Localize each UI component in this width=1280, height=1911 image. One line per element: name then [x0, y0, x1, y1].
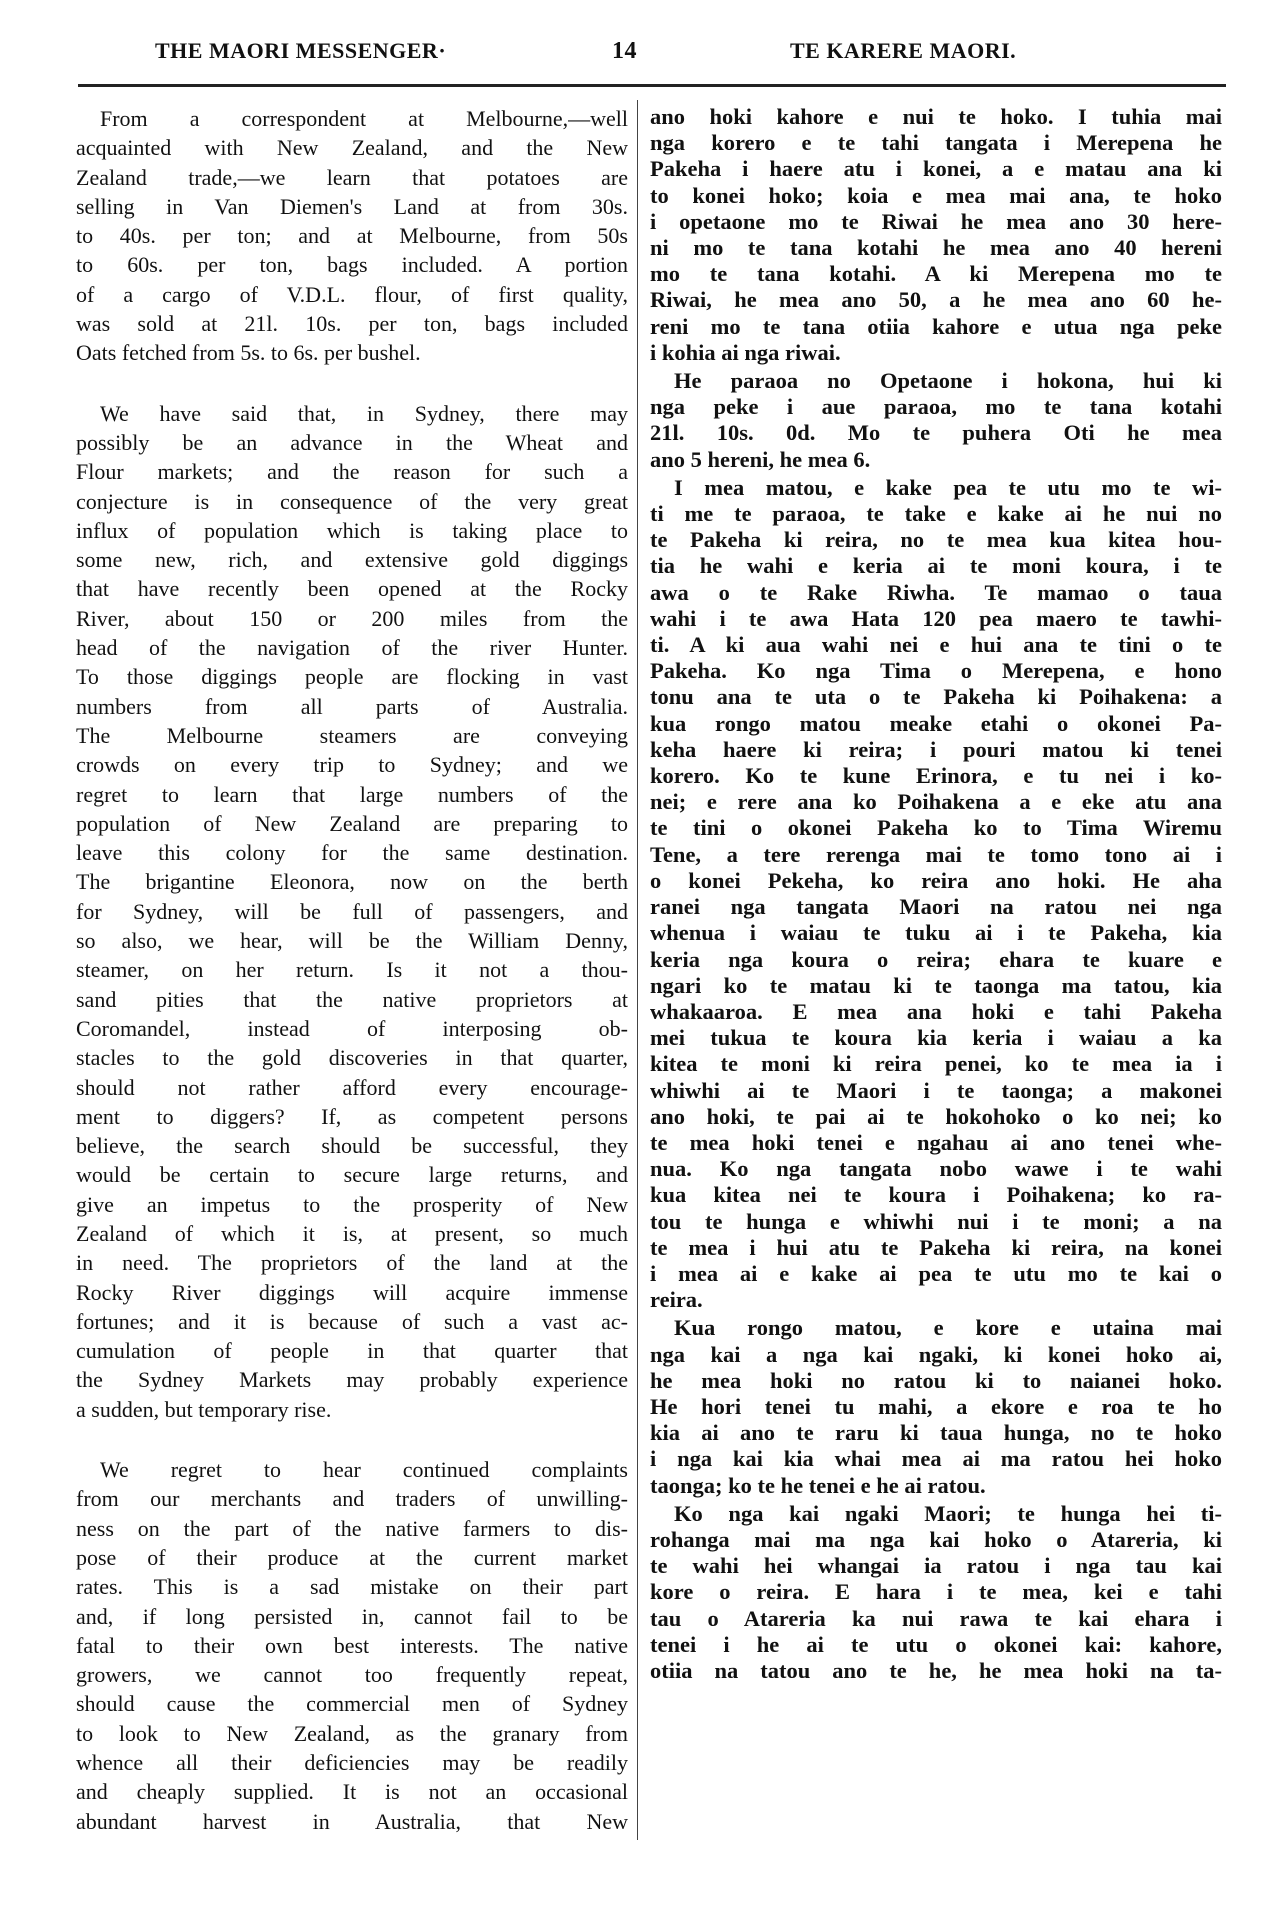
page-number: 14	[612, 38, 637, 64]
text-line: ni mo te tana kotahi he mea ano 40 hereni	[650, 235, 1222, 261]
text-line: reni mo te tana otiia kahore e utua nga peke	[650, 313, 1222, 339]
text-line: awa o te Rake Riwha. Te mamao o taua	[650, 579, 1222, 605]
masthead-maori-title: TE KARERE MAORI.	[790, 38, 1017, 63]
text-line: growers, we cannot too frequently repeat,	[76, 1662, 628, 1688]
text-line: would be certain to secure large returns, and	[76, 1162, 628, 1188]
text-line: i nga kai kia whai mea ai ma ratou hei hoko	[650, 1446, 1222, 1472]
text-line: Coromandel, instead of interposing ob-	[76, 1015, 628, 1041]
text-line: nga peke i aue paraoa, mo te tana kotahi	[650, 394, 1222, 420]
text-line: ano hoki, te pai ai te hokohoko o ko nei; ko	[650, 1103, 1222, 1129]
text-line: To those diggings people are flocking in vast	[76, 664, 628, 690]
text-line: tenei i he ai te utu o okonei kai: kahore,	[650, 1631, 1222, 1657]
text-line: reira.	[650, 1287, 703, 1313]
paragraph	[650, 104, 1222, 366]
text-line: influx of population which is taking place to	[76, 517, 628, 543]
masthead-english-title: THE MAORI MESSENGER·	[155, 38, 447, 63]
text-line: tonu ana te uta o te Pakeha ki Poihakena: a	[650, 684, 1222, 710]
text-line: Zealand trade,—we learn that potatoes are	[76, 164, 628, 190]
text-line: whiwhi ai te Maori i te taonga; a makonei	[650, 1077, 1222, 1103]
text-line: for Sydney, will be full of passengers, and	[76, 898, 628, 924]
text-line: He hori tenei tu mahi, a ekore e roa te ho	[650, 1393, 1222, 1419]
text-line: Flour markets; and the reason for such a	[76, 459, 628, 485]
text-line: te mea hoki tenei e ngahau ai ano tenei whe-	[650, 1129, 1222, 1155]
text-line: some new, rich, and extensive gold diggings	[76, 547, 628, 573]
text-line: to 60s. per ton, bags included. A portion	[76, 252, 628, 278]
text-line: kia ai ano te raru ki taua hunga, no te hoko	[650, 1420, 1222, 1446]
paragraph	[650, 1315, 1222, 1498]
text-line: steamer, on her return. Is it not a thou-	[76, 957, 628, 983]
text-line: te Pakeha ki reira, no te mea kua kitea hou-	[650, 527, 1222, 553]
text-line: numbers from all parts of Australia.	[76, 693, 628, 719]
text-line: believe, the search should be successful, they	[76, 1133, 628, 1159]
text-line: kitea te moni ki reira penei, ko te mea ia i	[650, 1051, 1222, 1077]
paragraph	[650, 368, 1222, 473]
text-line: regret to learn that large numbers of the	[76, 781, 628, 807]
header-rule	[78, 84, 1226, 87]
paragraph	[650, 475, 1222, 1314]
text-line: Ko nga kai ngaki Maori; te hunga hei ti-	[674, 1500, 1222, 1526]
text-line: te wahi hei whangai ia ratou i nga tau kai	[650, 1553, 1222, 1579]
text-line: cumulation of people in that quarter that	[76, 1338, 628, 1364]
text-line: population of New Zealand are preparing to	[76, 810, 628, 836]
text-line: whence all their deficiencies may be readily	[76, 1750, 628, 1776]
text-line: rohanga mai ma nga kai hoko o Atareria, ki	[650, 1526, 1222, 1552]
text-line: kua kitea nei te koura i Poihakena; ko ra-	[650, 1182, 1222, 1208]
english-column	[76, 104, 628, 1836]
text-line: ti. A ki aua wahi nei e hui ana te tini o te	[650, 632, 1222, 658]
text-line: mei tukua te koura kia keria i waiau a ka	[650, 1025, 1222, 1051]
text-line: selling in Van Diemen's Land at from 30s.	[76, 193, 628, 219]
paragraph	[650, 1501, 1222, 1684]
text-line: ano hoki kahore e nui te hoko. I tuhia mai	[650, 104, 1222, 129]
text-line: Kua rongo matou, e kore e utaina mai	[674, 1315, 1222, 1341]
text-line: give an impetus to the prosperity of New	[76, 1191, 628, 1217]
text-line: i mea ai e kake ai pea te utu mo te kai o	[650, 1260, 1222, 1286]
text-line: nga korero e te tahi tangata i Merepena he	[650, 130, 1222, 156]
text-line: conjecture is in consequence of the very great	[76, 488, 628, 514]
text-line: ness on the part of the native farmers to dis-	[76, 1515, 628, 1541]
text-line: sand pities that the native proprietors at	[76, 986, 628, 1012]
text-line: head of the navigation of the river Hunter.	[76, 635, 628, 661]
text-line: to 40s. per ton; and at Melbourne, from 50s	[76, 223, 628, 249]
paragraph	[76, 104, 628, 368]
text-line: From a correspondent at Melbourne,—well	[100, 106, 628, 131]
text-line: I mea matou, e kake pea te utu mo te wi-	[674, 474, 1222, 500]
text-line: possibly be an advance in the Wheat and	[76, 429, 628, 455]
text-line: Pakeha. Ko nga Tima o Merepena, e hono	[650, 658, 1222, 684]
text-line: ti me te paraoa, te take e kake ai he nui no	[650, 501, 1222, 527]
text-line: he mea hoki no ratou ki to naianei hoko.	[650, 1367, 1222, 1393]
text-line: whenua i waiau te tuku ai i te Pakeha, kia	[650, 920, 1222, 946]
text-line: o konei Pekeha, ko reira ano hoki. He aha	[650, 867, 1222, 893]
text-line: acquainted with New Zealand, and the New	[76, 135, 628, 161]
text-line: abundant harvest in Australia, that New	[76, 1808, 628, 1834]
text-line: fatal to their own best interests. The native	[76, 1632, 628, 1658]
text-line: in need. The proprietors of the land at the	[76, 1250, 628, 1276]
paragraph	[76, 399, 628, 1424]
text-line: nga kai a nga kai ngaki, ki konei hoko ai,	[650, 1341, 1222, 1367]
text-line: from our merchants and traders of unwilling-	[76, 1486, 628, 1512]
text-line: stacles to the gold discoveries in that quarter,	[76, 1045, 628, 1071]
text-line: We regret to hear continued complaints	[100, 1457, 628, 1483]
text-line: Pakeha i haere atu i konei, a e matau ana ki	[650, 156, 1222, 182]
column-divider	[637, 100, 638, 1840]
text-line: should not rather afford every encourage-	[76, 1074, 628, 1100]
text-line: tau o Atareria ka nui rawa te kai ehara i	[650, 1605, 1222, 1631]
text-line: a sudden, but temporary rise.	[76, 1396, 332, 1422]
text-line: keha haere ki reira; i pouri matou ki tenei	[650, 736, 1222, 762]
text-line: 21l. 10s. 0d. Mo te puhera Oti he mea	[650, 420, 1222, 446]
text-line: i kohia ai nga riwai.	[650, 339, 841, 365]
text-line: of a cargo of V.D.L. flour, of first quality,	[76, 281, 628, 307]
text-line: te mea i hui atu te Pakeha ki reira, na konei	[650, 1234, 1222, 1260]
text-line: whakaaroa. E mea ana hoki e tahi Pakeha	[650, 998, 1222, 1024]
text-line: nei; e rere ana ko Poihakena a e eke atu ana	[650, 789, 1222, 815]
text-line: crowds on every trip to Sydney; and we	[76, 752, 628, 778]
text-line: Oats fetched from 5s. to 6s. per bushel.	[76, 340, 421, 366]
text-line: rates. This is a sad mistake on their part	[76, 1574, 628, 1600]
text-line: to konei hoko; koia e mea mai ana, te hoko	[650, 182, 1222, 208]
text-line: pose of their produce at the current market	[76, 1544, 628, 1570]
text-line: We have said that, in Sydney, there may	[100, 400, 628, 426]
text-line: leave this colony for the same destination.	[76, 840, 628, 866]
text-line: i opetaone mo te Riwai he mea ano 30 here-	[650, 208, 1222, 234]
text-line: ano 5 hereni, he mea 6.	[650, 446, 871, 472]
text-line: kua rongo matou meake etahi o okonei Pa-	[650, 710, 1222, 736]
text-line: The Melbourne steamers are conveying	[76, 722, 628, 748]
text-line: fortunes; and it is because of such a vast ac-	[76, 1308, 628, 1334]
text-line: kore o reira. E hara i te mea, kei e tahi	[650, 1579, 1222, 1605]
text-line: River, about 150 or 200 miles from the	[76, 605, 628, 631]
text-line: taonga; ko te he tenei e he ai ratou.	[650, 1472, 986, 1498]
text-line: He paraoa no Opetaone i hokona, hui ki	[674, 368, 1222, 394]
text-line: Zealand of which it is, at present, so much	[76, 1220, 628, 1246]
text-line: te tini o okonei Pakeha ko to Tima Wiremu	[650, 815, 1222, 841]
text-line: and cheaply supplied. It is not an occasional	[76, 1779, 628, 1805]
text-line: keria nga koura o reira; ehara te kuare e	[650, 946, 1222, 972]
paragraph	[76, 1455, 628, 1836]
maori-column	[650, 104, 1222, 1684]
text-line: otiia na tatou ano te he, he mea hoki na ta-	[650, 1657, 1222, 1683]
text-line: The brigantine Eleonora, now on the berth	[76, 869, 628, 895]
text-line: Tene, a tere rerenga mai te tomo tono ai i	[650, 841, 1222, 867]
text-line: so also, we hear, will be the William Denny,	[76, 928, 628, 954]
text-line: that have recently been opened at the Rocky	[76, 576, 628, 602]
text-line: to look to New Zealand, as the granary from	[76, 1720, 628, 1746]
text-line: tou te hunga e whiwhi nui i te moni; a na	[650, 1208, 1222, 1234]
text-line: and, if long persisted in, cannot fail to be	[76, 1603, 628, 1629]
text-line: wahi i te awa Hata 120 pea maero te tawhi-	[650, 605, 1222, 631]
text-line: nua. Ko nga tangata nobo wawe i te wahi	[650, 1156, 1222, 1182]
text-line: Rocky River diggings will acquire immense	[76, 1279, 628, 1305]
text-line: tia he wahi e keria ai te moni koura, i te	[650, 553, 1222, 579]
text-line: ranei nga tangata Maori na ratou nei nga	[650, 894, 1222, 920]
text-line: mo te tana kotahi. A ki Merepena mo te	[650, 261, 1222, 287]
text-line: should cause the commercial men of Sydney	[76, 1691, 628, 1717]
text-line: ngari ko te matau ki te taonga ma tatou, kia	[650, 972, 1222, 998]
text-line: the Sydney Markets may probably experience	[76, 1367, 628, 1393]
text-line: Riwai, he mea ano 50, a he mea ano 60 he-	[650, 287, 1222, 313]
text-line: ment to diggers? If, as competent persons	[76, 1103, 628, 1129]
text-line: was sold at 21l. 10s. per ton, bags included	[76, 311, 628, 337]
text-line: korero. Ko te kune Erinora, e tu nei i ko-	[650, 763, 1222, 789]
